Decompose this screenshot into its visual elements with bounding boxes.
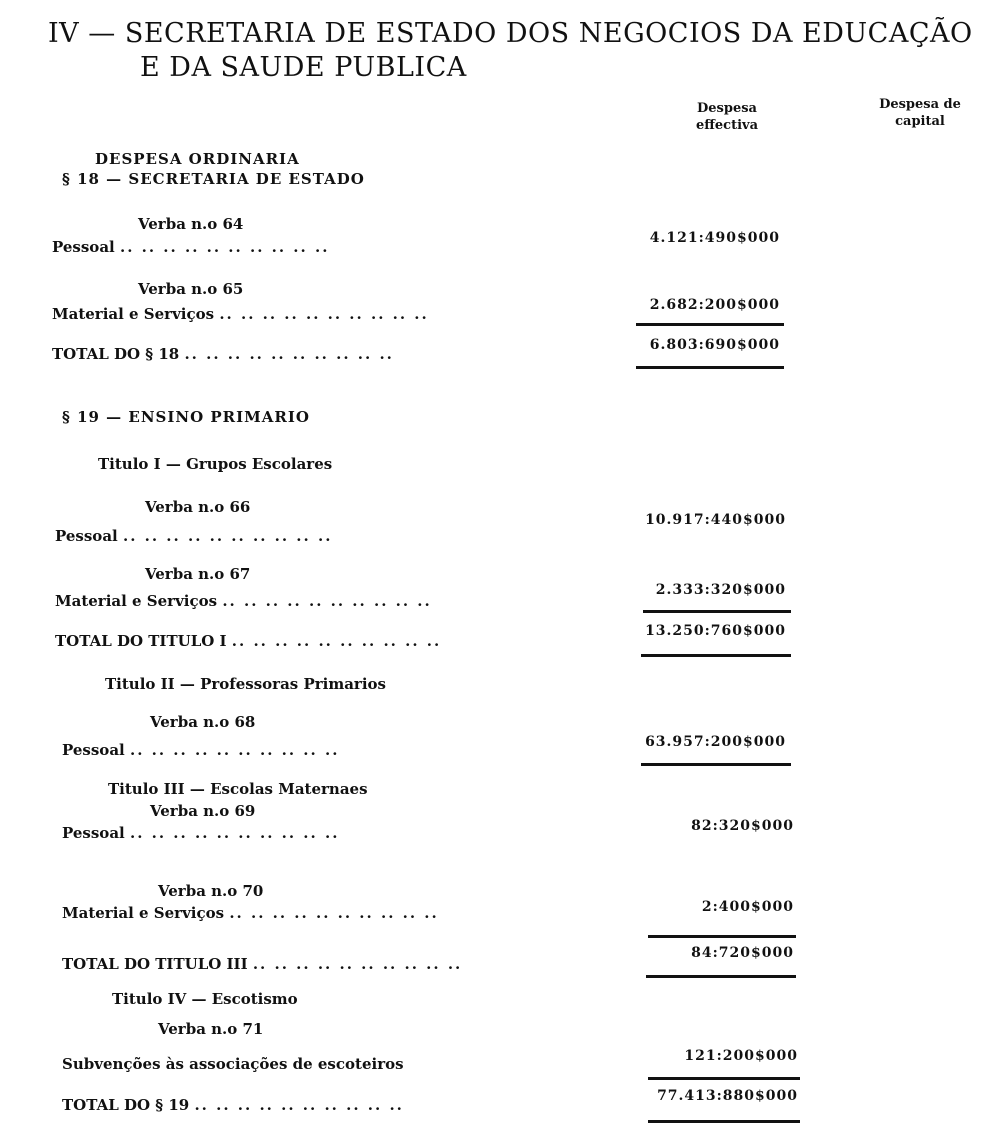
row-label	[62, 904, 439, 922]
value: 82:320$000	[691, 818, 794, 834]
row-label	[62, 955, 462, 973]
column-header-capital	[855, 96, 985, 130]
value: 2.333:320$000	[655, 582, 786, 598]
label: Material e Serviços	[62, 904, 225, 922]
verba-71: Verba n.o 71	[158, 1020, 264, 1038]
row-label	[55, 632, 441, 650]
label: Pessoal	[52, 238, 115, 256]
label: Pessoal	[62, 824, 125, 842]
leader: .. .. .. .. .. .. .. .. .. ..	[119, 238, 330, 256]
col-capital-l2: capital	[895, 114, 945, 129]
verba-70: Verba n.o 70	[158, 882, 264, 900]
total-value: 84:720$000	[691, 945, 794, 961]
col-effective-l2: effectiva	[695, 118, 759, 133]
column-header-effective	[672, 100, 782, 134]
title-line-1: IV — SECRETARIA DE ESTADO DOS NEGOCIOS DA EDUCAÇÃO	[48, 18, 973, 49]
label: Pessoal	[62, 741, 125, 759]
label: Material e Serviços	[52, 305, 215, 323]
col-effective-l1: Despesa	[697, 101, 757, 116]
label: TOTAL DO TITULO I	[55, 632, 227, 650]
rule	[636, 366, 784, 369]
verba-69: Verba n.o 69	[150, 802, 256, 820]
total-value: 6.803:690$000	[649, 337, 780, 353]
value: 4.121:490$000	[649, 230, 780, 246]
leader: .. .. .. .. .. .. .. .. .. ..	[229, 904, 439, 922]
value: 2:400$000	[701, 899, 794, 915]
row-label	[62, 824, 339, 842]
value: 121:200$000	[684, 1048, 798, 1064]
row-label	[62, 1096, 404, 1114]
rule	[648, 1077, 800, 1080]
leader: .. .. .. .. .. .. .. .. .. ..	[219, 305, 429, 323]
leader: .. .. .. .. .. .. .. .. .. ..	[129, 741, 340, 759]
row-label	[52, 305, 429, 323]
verba-68: Verba n.o 68	[150, 713, 256, 731]
rule	[648, 935, 796, 938]
rule	[641, 654, 791, 657]
rule	[646, 975, 796, 978]
row-label	[52, 345, 394, 363]
total-value: 13.250:760$000	[645, 623, 786, 639]
row-label: Subvenções às associações de escoteiros	[62, 1055, 404, 1073]
s18-heading: § 18 — SECRETARIA DE ESTADO	[62, 170, 365, 188]
col-capital-l1: Despesa de	[879, 97, 961, 112]
verba-66: Verba n.o 66	[145, 498, 251, 516]
title-line-2: E DA SAUDE PUBLICA	[140, 52, 467, 83]
value: 2.682:200$000	[649, 297, 780, 313]
label: Material e Serviços	[55, 592, 218, 610]
verba-65: Verba n.o 65	[138, 280, 244, 298]
leader: .. .. .. .. .. .. .. .. .. ..	[129, 824, 340, 842]
rule	[643, 610, 791, 613]
leader: .. .. .. .. .. .. .. .. .. ..	[252, 955, 463, 973]
value: 10.917:440$000	[645, 512, 786, 528]
leader: .. .. .. .. .. .. .. .. .. ..	[194, 1096, 404, 1114]
leader: .. .. .. .. .. .. .. .. .. ..	[184, 345, 394, 363]
verba-67: Verba n.o 67	[145, 565, 251, 583]
verba-64: Verba n.o 64	[138, 215, 244, 233]
leader: .. .. .. .. .. .. .. .. .. ..	[122, 527, 333, 545]
t4-heading: Titulo IV — Escotismo	[112, 990, 298, 1008]
row-label	[62, 741, 339, 759]
rule	[636, 323, 784, 326]
t1-heading: Titulo I — Grupos Escolares	[98, 455, 333, 473]
s19-heading: § 19 — ENSINO PRIMARIO	[62, 408, 310, 426]
leader: .. .. .. .. .. .. .. .. .. ..	[222, 592, 432, 610]
t2-heading: Titulo II — Professoras Primarios	[105, 675, 386, 693]
rule	[648, 1120, 800, 1123]
leader: .. .. .. .. .. .. .. .. .. ..	[231, 632, 442, 650]
row-label	[52, 238, 329, 256]
label: TOTAL DO § 19	[62, 1096, 190, 1114]
label: TOTAL DO TITULO III	[62, 955, 248, 973]
label: TOTAL DO § 18	[52, 345, 180, 363]
row-label	[55, 592, 432, 610]
row-label	[55, 527, 332, 545]
total-value: 77.413:880$000	[657, 1088, 798, 1104]
t3-heading: Titulo III — Escolas Maternaes	[108, 780, 368, 798]
section-ordinary: DESPESA ORDINARIA	[95, 150, 300, 168]
value: 63.957:200$000	[645, 734, 786, 750]
rule	[641, 763, 791, 766]
label: Pessoal	[55, 527, 118, 545]
